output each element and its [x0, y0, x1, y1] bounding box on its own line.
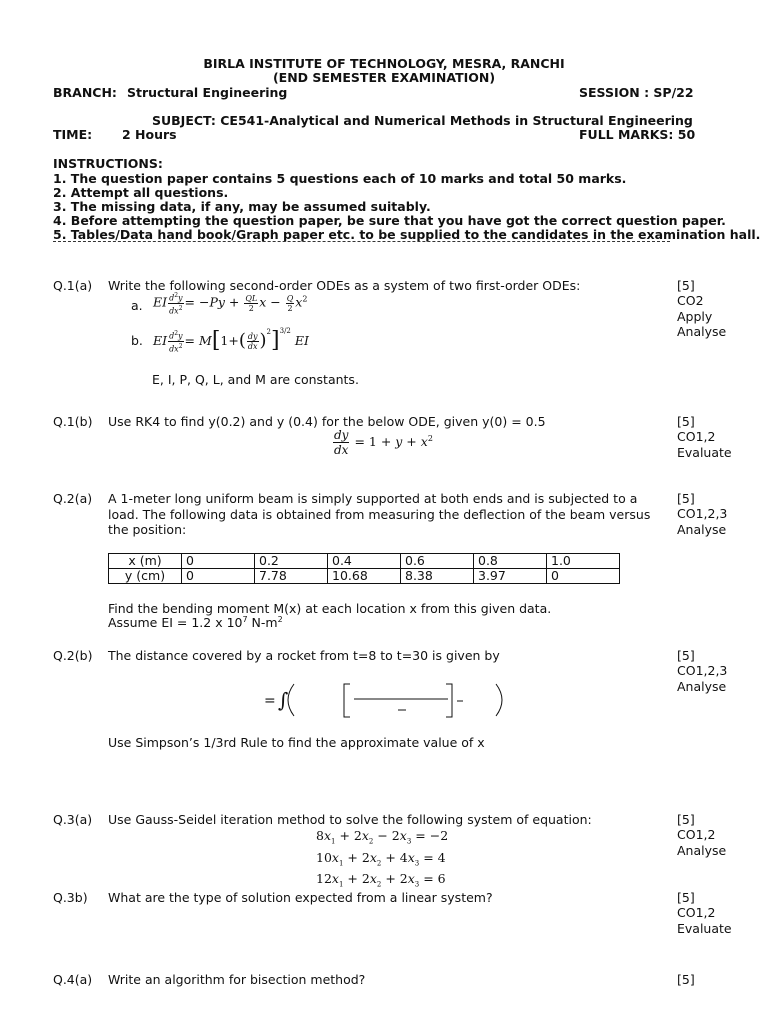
institute-name: BIRLA INSTITUTE OF TECHNOLOGY, MESRA, RANCHI	[203, 56, 565, 71]
svg-text:∫: ∫	[278, 688, 289, 712]
subject: SUBJECT: CE541-Analytical and Numerical Methods in Structural Engineering	[152, 113, 693, 128]
deflection-table	[108, 553, 620, 584]
table-cell: 8.38	[401, 569, 474, 584]
question-text: Use Simpson’s 1/3rd Rule to find the approximate value of x	[108, 735, 485, 750]
question-text: Use Gauss-Seidel iteration method to solve the following system of equation:	[108, 812, 592, 827]
table-cell: 0	[182, 554, 255, 569]
instruction-item: 5. Tables/Data hand book/Graph paper etc. to be supplied to the candidates in the examination hall.	[53, 227, 761, 242]
instruction-item: 4. Before attempting the question paper, be sure that you have got the correct question paper.	[53, 213, 726, 228]
marks: [5]	[677, 648, 695, 663]
instructions-title: INSTRUCTIONS:	[53, 156, 163, 171]
time-label: TIME:	[53, 127, 93, 142]
table-cell: 0.4	[328, 554, 401, 569]
exponent: 2	[277, 615, 283, 624]
sub-label: b.	[131, 333, 143, 348]
marks: [5]	[677, 812, 695, 827]
linear-system: $8x_1 + 2x_2 - 2x_3 = -2$ $10x_1 + 2x_2 + 4x_3 = 4$ $12x_1 + 2x_2 + 2x_3 = 6$	[316, 828, 449, 889]
course-outcome: CO1,2	[677, 429, 716, 444]
course-outcome: CO1,2	[677, 827, 716, 842]
question-text: the position:	[108, 522, 187, 537]
full-marks: FULL MARKS: 50	[579, 127, 696, 142]
question-text: Write an algorithm for bisection method?	[108, 972, 366, 987]
bloom-level: Apply	[677, 309, 713, 324]
marks: [5]	[677, 491, 695, 506]
question-number: Q.3b)	[53, 890, 88, 905]
marks: [5]	[677, 972, 695, 987]
time-value: 2 Hours	[122, 127, 177, 142]
bloom-level: Analyse	[677, 679, 727, 694]
course-outcome: CO1,2,3	[677, 663, 728, 678]
table-cell: 10.68	[328, 569, 401, 584]
question-number: Q.4(a)	[53, 972, 93, 987]
table-cell: 0.8	[474, 554, 547, 569]
marks: [5]	[677, 278, 695, 293]
ode-equation: $\frac{dy}{dx}$ = $1 + y + x^2$	[334, 428, 433, 457]
marks: [5]	[677, 890, 695, 905]
instruction-item: 3. The missing data, if any, may be assumed suitably.	[53, 199, 431, 214]
course-outcome: CO1,2	[677, 905, 716, 920]
marks: [5]	[677, 414, 695, 429]
table-cell: 0.6	[401, 554, 474, 569]
question-number: Q.1(b)	[53, 414, 93, 429]
integral-formula	[260, 680, 510, 722]
svg-text:=: =	[264, 693, 276, 709]
table-cell: 0	[547, 569, 620, 584]
question-number: Q.2(a)	[53, 491, 93, 506]
instruction-item: 1. The question paper contains 5 questions each of 10 marks and total 50 marks.	[53, 171, 627, 186]
constants-note: E, I, P, Q, L, and M are constants.	[152, 372, 359, 387]
table-header: x (m)	[109, 554, 182, 569]
question-number: Q.1(a)	[53, 278, 93, 293]
table-cell: 0	[182, 569, 255, 584]
question-text: Use RK4 to find y(0.2) and y (0.4) for the below ODE, given y(0) = 0.5	[108, 414, 546, 429]
instruction-item: 2. Attempt all questions.	[53, 185, 229, 200]
branch-label: BRANCH:	[53, 85, 117, 100]
question-text: A 1-meter long uniform beam is simply supported at both ends and is subjected to a	[108, 491, 638, 506]
question-number: Q.3(a)	[53, 812, 93, 827]
session: SESSION : SP/22	[579, 85, 694, 100]
sub-label: a.	[131, 298, 143, 313]
equation-a: EI $\frac{d^2y}{dx^2}$ = −Py + $\frac{QL}{2}$ x − $\frac{Q}{2}$ $x^2$	[153, 292, 308, 316]
table-cell: 0.2	[255, 554, 328, 569]
question-text: Find the bending moment M(x) at each location x from this given data.	[108, 601, 552, 616]
bloom-level: Evaluate	[677, 921, 732, 936]
bloom-level: Analyse	[677, 843, 727, 858]
exam-title: (END SEMESTER EXAMINATION)	[272, 70, 496, 85]
course-outcome: CO1,2,3	[677, 506, 728, 521]
bloom-level: Analyse	[677, 522, 727, 537]
bloom-level: Analyse	[677, 324, 727, 339]
branch-value: Structural Engineering	[127, 85, 288, 100]
question-number: Q.2(b)	[53, 648, 93, 663]
question-text: The distance covered by a rocket from t=8 to t=30 is given by	[108, 648, 500, 663]
table-header: y (cm)	[109, 569, 182, 584]
assumption-unit: N-m	[247, 615, 278, 631]
exponent: 7	[242, 615, 248, 624]
table-row	[109, 554, 620, 569]
course-outcome: CO2	[677, 293, 704, 308]
table-row	[109, 569, 620, 584]
equation-b: EI $\frac{d^2y}{dx^2}$ = M[1+( $\frac{dy}{dx}$ )$^2$]$^{3/2}$ EI	[153, 327, 309, 354]
question-text: load. The following data is obtained from measuring the deflection of the beam versus	[108, 507, 651, 522]
table-cell: 1.0	[547, 554, 620, 569]
assumption	[108, 615, 283, 630]
assumption-text: Assume EI = 1.2 x 10	[108, 615, 243, 631]
table-cell: 7.78	[255, 569, 328, 584]
question-text: What are the type of solution expected from a linear system?	[108, 890, 493, 905]
table-cell: 3.97	[474, 569, 547, 584]
question-text: Write the following second-order ODEs as a system of two first-order ODEs:	[108, 278, 581, 293]
divider	[53, 241, 670, 242]
bloom-level: Evaluate	[677, 445, 732, 460]
